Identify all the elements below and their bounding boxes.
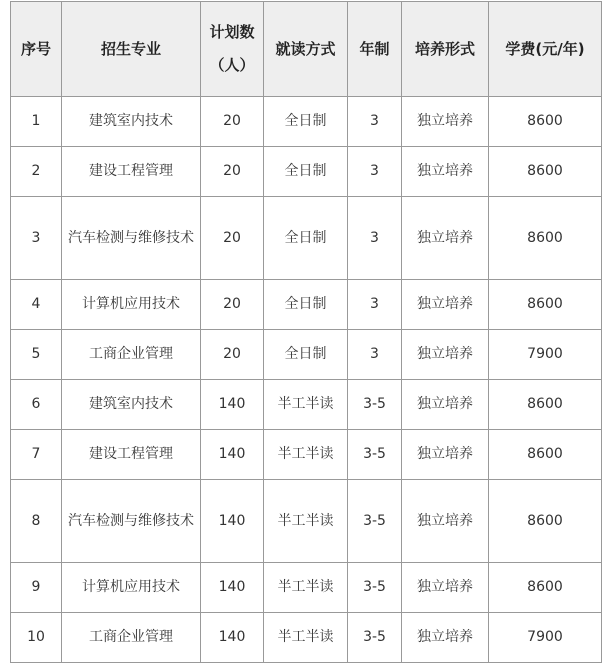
cell-tuition: 8600	[489, 430, 602, 480]
cell-major: 建设工程管理	[62, 430, 201, 480]
cell-study-mode: 全日制	[264, 280, 348, 330]
cell-plan-count: 140	[201, 480, 264, 563]
cell-study-mode: 半工半读	[264, 563, 348, 613]
cell-study-mode: 半工半读	[264, 613, 348, 663]
header-serial-number: 序号	[11, 2, 62, 97]
cell-training-form: 独立培养	[402, 97, 489, 147]
cell-major: 汽车检测与维修技术	[62, 197, 201, 280]
cell-study-mode: 半工半读	[264, 480, 348, 563]
cell-major: 计算机应用技术	[62, 563, 201, 613]
cell-training-form: 独立培养	[402, 563, 489, 613]
cell-major: 计算机应用技术	[62, 280, 201, 330]
cell-plan-count: 20	[201, 280, 264, 330]
table-row	[11, 380, 602, 430]
cell-plan-count: 140	[201, 380, 264, 430]
cell-duration: 3	[348, 280, 402, 330]
cell-study-mode: 半工半读	[264, 380, 348, 430]
cell-tuition: 8600	[489, 197, 602, 280]
cell-tuition: 8600	[489, 97, 602, 147]
cell-duration: 3	[348, 147, 402, 197]
cell-serial-number: 1	[11, 97, 62, 147]
cell-plan-count: 20	[201, 330, 264, 380]
cell-duration: 3	[348, 97, 402, 147]
cell-duration: 3	[348, 197, 402, 280]
cell-serial-number: 2	[11, 147, 62, 197]
cell-serial-number: 8	[11, 480, 62, 563]
cell-training-form: 独立培养	[402, 280, 489, 330]
header-training-form: 培养形式	[402, 2, 489, 97]
cell-serial-number: 7	[11, 430, 62, 480]
cell-study-mode: 全日制	[264, 147, 348, 197]
cell-major: 工商企业管理	[62, 613, 201, 663]
cell-duration: 3-5	[348, 563, 402, 613]
table-row	[11, 480, 602, 563]
cell-major: 工商企业管理	[62, 330, 201, 380]
cell-study-mode: 半工半读	[264, 430, 348, 480]
cell-serial-number: 4	[11, 280, 62, 330]
cell-plan-count: 20	[201, 147, 264, 197]
cell-duration: 3	[348, 330, 402, 380]
cell-tuition: 8600	[489, 563, 602, 613]
table-row	[11, 280, 602, 330]
cell-major: 建筑室内技术	[62, 97, 201, 147]
table-row	[11, 613, 602, 663]
cell-serial-number: 9	[11, 563, 62, 613]
table-row	[11, 330, 602, 380]
cell-serial-number: 3	[11, 197, 62, 280]
cell-study-mode: 全日制	[264, 330, 348, 380]
table-row	[11, 147, 602, 197]
cell-training-form: 独立培养	[402, 380, 489, 430]
header-plan-count: 计划数（人）	[201, 2, 264, 97]
cell-training-form: 独立培养	[402, 430, 489, 480]
cell-tuition: 8600	[489, 380, 602, 430]
cell-study-mode: 全日制	[264, 197, 348, 280]
cell-serial-number: 10	[11, 613, 62, 663]
header-duration: 年制	[348, 2, 402, 97]
cell-major: 建筑室内技术	[62, 380, 201, 430]
cell-tuition: 8600	[489, 280, 602, 330]
cell-plan-count: 140	[201, 613, 264, 663]
cell-tuition: 8600	[489, 480, 602, 563]
cell-major: 建设工程管理	[62, 147, 201, 197]
cell-tuition: 8600	[489, 147, 602, 197]
cell-serial-number: 6	[11, 380, 62, 430]
cell-plan-count: 140	[201, 563, 264, 613]
table-row	[11, 97, 602, 147]
table-row	[11, 563, 602, 613]
header-tuition: 学费(元/年)	[489, 2, 602, 97]
cell-duration: 3-5	[348, 430, 402, 480]
cell-duration: 3-5	[348, 480, 402, 563]
header-study-mode: 就读方式	[264, 2, 348, 97]
table-row	[11, 430, 602, 480]
cell-duration: 3-5	[348, 613, 402, 663]
cell-tuition: 7900	[489, 330, 602, 380]
cell-training-form: 独立培养	[402, 330, 489, 380]
header-row	[11, 2, 602, 97]
enrollment-table	[10, 1, 602, 663]
cell-plan-count: 20	[201, 97, 264, 147]
cell-duration: 3-5	[348, 380, 402, 430]
table-row	[11, 197, 602, 280]
cell-tuition: 7900	[489, 613, 602, 663]
cell-plan-count: 140	[201, 430, 264, 480]
cell-training-form: 独立培养	[402, 197, 489, 280]
cell-training-form: 独立培养	[402, 147, 489, 197]
cell-major: 汽车检测与维修技术	[62, 480, 201, 563]
cell-study-mode: 全日制	[264, 97, 348, 147]
cell-plan-count: 20	[201, 197, 264, 280]
cell-training-form: 独立培养	[402, 480, 489, 563]
cell-training-form: 独立培养	[402, 613, 489, 663]
cell-serial-number: 5	[11, 330, 62, 380]
header-major: 招生专业	[62, 2, 201, 97]
